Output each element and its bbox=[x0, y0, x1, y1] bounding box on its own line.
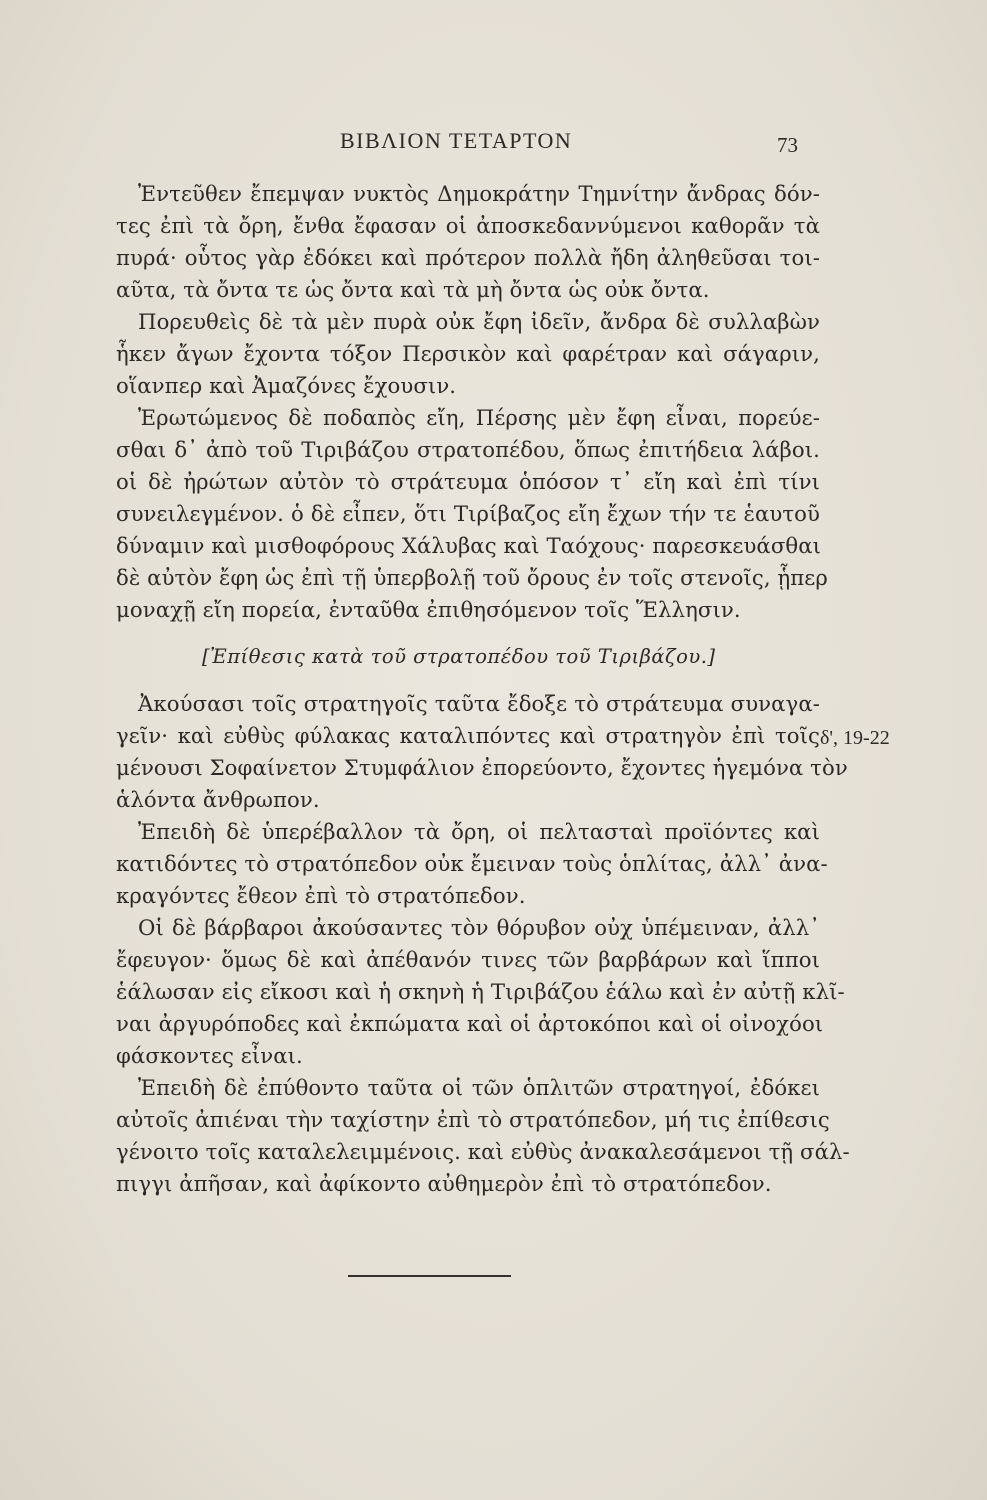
paragraph bbox=[116, 688, 848, 816]
text-line: σθαι δ᾽ ἀπὸ τοῦ Τιριβάζου στρατοπέδου, ὅπως ἐπιτήδεια λάβοι. bbox=[116, 437, 820, 462]
text-line: φάσκοντες εἶναι. bbox=[116, 1043, 303, 1068]
text-line: τες ἐπὶ τὰ ὄρη, ἔνθα ἔφασαν οἱ ἀποσκεδαννύμενοι καθορᾶν τὰ bbox=[116, 213, 820, 238]
text-line: Οἱ δὲ βάρβαροι ἀκούσαντες τὸν θόρυβον οὐχ ὑπέμειναν, ἀλλ᾽ bbox=[138, 915, 820, 940]
text-line: συνειλεγμένον. ὁ δὲ εἶπεν, ὅτι Τιρίβαζος εἴη ἔχων τήν τε ἑαυτοῦ bbox=[116, 501, 820, 526]
text-line: μένουσι Σοφαίνετον Στυμφάλιον ἐπορεύοντο, ἔχοντες ἡγεμόνα τὸν bbox=[116, 755, 848, 780]
text-line: Ἐπειδὴ δὲ ὑπερέβαλλον τὰ ὄρη, οἱ πελτασταὶ προϊόντες καὶ bbox=[138, 819, 820, 844]
text-line: ἧκεν ἄγων ἔχοντα τόξον Περσικὸν καὶ φαρέτραν καὶ σάγαριν, bbox=[116, 341, 820, 366]
paragraph bbox=[116, 178, 820, 306]
main-text bbox=[116, 178, 850, 1200]
margin-reference: δ', 19-22 bbox=[820, 727, 890, 749]
paragraph bbox=[116, 816, 828, 912]
text-line: οἱ δὲ ἠρώτων αὐτὸν τὸ στράτευμα ὁπόσον τ᾽ εἴη καὶ ἐπὶ τίνι bbox=[116, 469, 820, 494]
text-line: πυρά· οὗτος γὰρ ἐδόκει καὶ πρότερον πολλὰ ἤδη ἀληθεῦσαι τοι- bbox=[116, 245, 820, 270]
text-line: δὲ αὐτὸν ἔφη ὡς ἐπὶ τῇ ὑπερβολῇ τοῦ ὄρους ἐν τοῖς στενοῖς, ᾗπερ bbox=[116, 565, 828, 590]
text-line: κατιδόντες τὸ στρατόπεδον οὐκ ἔμειναν τοὺς ὁπλίτας, ἀλλ᾽ ἀνα- bbox=[116, 851, 828, 876]
paragraph bbox=[116, 402, 828, 626]
text-line: Ἀκούσασι τοῖς στρατηγοῖς ταῦτα ἔδοξε τὸ στράτευμα συναγα- bbox=[138, 691, 820, 716]
text-line: Ἐρωτώμενος δὲ ποδαπὸς εἴη, Πέρσης μὲν ἔφη εἶναι, πορεύε- bbox=[138, 405, 820, 430]
text-line: Ἐπειδὴ δὲ ἐπύθοντο ταῦτα οἱ τῶν ὁπλιτῶν στρατηγοί, ἐδόκει bbox=[138, 1075, 820, 1100]
text-line: πιγγι ἀπῆσαν, καὶ ἀφίκοντο αὐθημερὸν ἐπὶ τὸ στρατόπεδον. bbox=[116, 1171, 772, 1196]
paragraph bbox=[116, 306, 820, 402]
text-line: γένοιτο τοῖς καταλελειμμένοις. καὶ εὐθὺς ἀνακαλεσάμενοι τῇ σάλ- bbox=[116, 1139, 850, 1164]
text-line: ναι ἀργυρόποδες καὶ ἐκπώματα καὶ οἱ ἀρτοκόποι καὶ οἱ οἰνοχόοι bbox=[116, 1011, 824, 1036]
text-line: Πορευθεὶς δὲ τὰ μὲν πυρὰ οὐκ ἔφη ἰδεῖν, ἄνδρα δὲ συλλαβὼν bbox=[138, 309, 820, 334]
running-title: ΒΙΒΛΙΟΝ ΤΕΤΑΡΤΟΝ bbox=[340, 128, 573, 153]
paragraph bbox=[116, 1072, 850, 1200]
text-line: ἑάλωσαν εἰς εἴκοσι καὶ ἡ σκηνὴ ἡ Τιριβάζου ἑάλω καὶ ἐν αὐτῇ κλῖ- bbox=[116, 979, 845, 1004]
text-line: δύναμιν καὶ μισθοφόρους Χάλυβας καὶ Ταόχους· παρεσκευάσθαι bbox=[116, 533, 822, 558]
paragraphs-before-heading bbox=[116, 178, 828, 626]
section-heading: [Ἐπίθεσις κατὰ τοῦ στρατοπέδου τοῦ Τιριβάζου.] bbox=[202, 645, 716, 668]
text-line: Ἐντεῦθεν ἔπεμψαν νυκτὸς Δημοκράτην Τημνίτην ἄνδρας δόν- bbox=[138, 181, 820, 206]
paragraphs-after-heading bbox=[116, 688, 850, 1200]
text-line: γεῖν· καὶ εὐθὺς φύλακας καταλιπόντες καὶ στρατηγὸν ἐπὶ τοῖς bbox=[116, 723, 820, 748]
paragraph bbox=[116, 912, 845, 1072]
text-line: αὐτοῖς ἀπιέναι τὴν ταχίστην ἐπὶ τὸ στρατόπεδον, μή τις ἐπίθεσις bbox=[116, 1107, 830, 1132]
text-line: μοναχῇ εἴη πορεία, ἐνταῦθα ἐπιθησόμενον τοῖς Ἕλλησιν. bbox=[116, 597, 741, 622]
running-head bbox=[0, 128, 987, 158]
text-line: ἔφευγον· ὅμως δὲ καὶ ἀπέθανόν τινες τῶν βαρβάρων καὶ ἵπποι bbox=[116, 947, 820, 972]
page-number: 73 bbox=[777, 133, 798, 157]
text-line: αῦτα, τὰ ὄντα τε ὡς ὄντα καὶ τὰ μὴ ὄντα ὡς οὐκ ὄντα. bbox=[116, 277, 710, 302]
text-line: ἁλόντα ἄνθρωπον. bbox=[116, 787, 320, 812]
text-line: κραγόντες ἔθεον ἐπὶ τὸ στρατόπεδον. bbox=[116, 883, 526, 908]
text-line: οἵανπερ καὶ Ἀμαζόνες ἔχουσιν. bbox=[116, 373, 457, 398]
end-rule bbox=[348, 1275, 511, 1277]
